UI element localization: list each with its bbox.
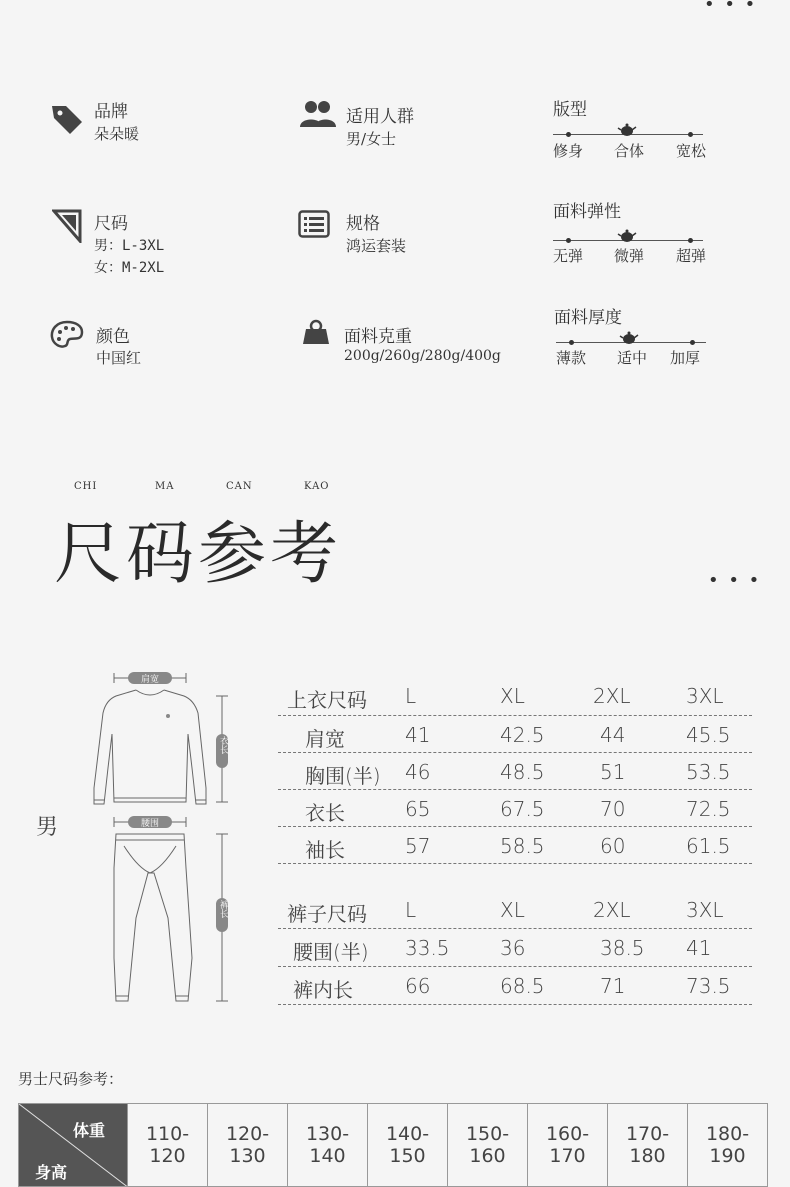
- top-table-value-cell: 61.5: [686, 834, 731, 858]
- diagram-shoulder-label: 肩宽: [140, 675, 159, 685]
- pants-table-header-cell: 2XL: [593, 898, 631, 922]
- top-table-value-cell: 72.5: [686, 797, 731, 821]
- top-table-header-cell: 2XL: [593, 684, 631, 708]
- palette-icon: [50, 320, 84, 350]
- pants-table-row-label: 裤内长: [293, 978, 353, 1002]
- fit-scale-label: 修身: [553, 142, 584, 160]
- row-divider: [278, 863, 752, 864]
- thickness-scale-dot: [690, 340, 695, 345]
- diagram-length-label: 衣长: [218, 736, 228, 754]
- top-table-header-cell: XL: [500, 684, 525, 708]
- ruler-triangle-icon: [52, 209, 82, 243]
- pants-table-row-label: 腰围(半): [293, 940, 369, 964]
- diagram-pants-length-label: 裤长: [218, 900, 228, 918]
- weight-range-cell: 110-120: [128, 1104, 208, 1187]
- weight-range-cell: 160-170: [528, 1104, 608, 1187]
- pants-table-value-cell: 33.5: [405, 936, 450, 960]
- pants-table-value-cell: 38.5: [600, 936, 645, 960]
- fit-scale-dot: [688, 132, 693, 137]
- fabric-weight-label: 面料克重: [344, 327, 412, 347]
- thickness-scale-label: 加厚: [670, 349, 701, 367]
- weight-range-cell: 180-190: [688, 1104, 768, 1187]
- thickness-scale-dot: [569, 340, 574, 345]
- corner-cell: [19, 1104, 128, 1187]
- elasticity-scale-label: 无弹: [553, 247, 584, 265]
- reference-table: [18, 1103, 768, 1187]
- top-table-value-cell: 51: [600, 760, 626, 784]
- pants-table-value-cell: 66: [405, 974, 431, 998]
- weight-range-cell: 130-140: [288, 1104, 368, 1187]
- fit-scale-label: 宽松: [676, 142, 707, 160]
- corner-weight-label: 体重: [73, 1121, 106, 1140]
- row-divider: [278, 1004, 752, 1005]
- spec-label: 规格: [346, 214, 380, 234]
- top-table-header-cell: L: [405, 684, 417, 708]
- top-table-value-cell: 41: [405, 723, 431, 747]
- thickness-scale-title: 面料厚度: [554, 308, 622, 328]
- top-table-value-cell: 48.5: [500, 760, 545, 784]
- top-table-header-cell: 上衣尺码: [287, 688, 367, 712]
- elasticity-scale-label: 超弹: [676, 247, 707, 265]
- size-value-men: 男：L-3XL: [94, 238, 165, 254]
- color-value: 中国红: [96, 349, 142, 367]
- spec-value: 鸿运套装: [346, 237, 407, 255]
- pinyin-can: CAN: [226, 481, 253, 492]
- row-divider: [278, 928, 752, 929]
- teapot-marker-icon: [617, 123, 637, 137]
- top-table-value-cell: 58.5: [500, 834, 545, 858]
- elasticity-scale-title: 面料弹性: [553, 202, 621, 222]
- fabric-weight-value: 200g/260g/280g/400g: [344, 348, 501, 364]
- tag-icon: [50, 104, 84, 136]
- top-table-value-cell: 65: [405, 797, 431, 821]
- weight-range-cell: 170-180: [608, 1104, 688, 1187]
- more-dots-top: • • •: [704, 0, 758, 15]
- pants-table-value-cell: 36: [500, 936, 526, 960]
- size-label: 尺码: [94, 214, 128, 234]
- top-table-value-cell: 46: [405, 760, 431, 784]
- row-divider: [278, 752, 752, 753]
- top-table-row-label: 胸围(半): [305, 764, 381, 788]
- pants-table-value-cell: 41: [686, 936, 712, 960]
- pinyin-kao: KAO: [304, 481, 330, 492]
- top-table-value-cell: 60: [600, 834, 626, 858]
- row-divider: [278, 826, 752, 827]
- diagram-waist-label: 腰围: [140, 819, 159, 829]
- size-value-women: 女：M-2XL: [94, 260, 165, 276]
- reference-title: 男士尺码参考：: [18, 1070, 124, 1088]
- fit-scale-dot: [566, 132, 571, 137]
- top-table-row-label: 衣长: [305, 801, 345, 825]
- top-table-row-label: 袖长: [305, 838, 345, 862]
- weight-icon: [302, 319, 330, 345]
- fit-scale-title: 版型: [553, 100, 587, 120]
- top-table-row-label: 肩宽: [305, 727, 345, 751]
- weight-range-cell: 150-160: [448, 1104, 528, 1187]
- pants-table-header-cell: 裤子尺码: [287, 902, 367, 926]
- top-table-value-cell: 44: [600, 723, 626, 747]
- pants-table-header-cell: XL: [500, 898, 525, 922]
- top-table-value-cell: 53.5: [686, 760, 731, 784]
- top-table-value-cell: 70: [600, 797, 626, 821]
- teapot-marker-icon: [617, 229, 637, 243]
- elasticity-scale-dot: [566, 238, 571, 243]
- pants-table-value-cell: 71: [600, 974, 626, 998]
- fit-scale-label: 合体: [614, 142, 645, 160]
- more-dots-section: • • •: [708, 570, 762, 591]
- pinyin-chi: CHI: [74, 481, 98, 492]
- people-icon: [299, 99, 337, 129]
- thickness-scale-label: 薄款: [556, 349, 587, 367]
- pinyin-ma: MA: [155, 481, 175, 492]
- top-table-value-cell: 45.5: [686, 723, 731, 747]
- pants-table-header-cell: L: [405, 898, 417, 922]
- weight-range-cell: 120-130: [208, 1104, 288, 1187]
- top-table-value-cell: 42.5: [500, 723, 545, 747]
- top-table-value-cell: 67.5: [500, 797, 545, 821]
- audience-label: 适用人群: [346, 107, 414, 127]
- brand-value: 朵朵暖: [94, 125, 140, 143]
- row-divider: [278, 966, 752, 967]
- list-icon: [298, 210, 330, 238]
- pants-table-value-cell: 68.5: [500, 974, 545, 998]
- row-divider: [278, 789, 752, 790]
- weight-range-cell: 140-150: [368, 1104, 448, 1187]
- teapot-marker-icon: [619, 331, 639, 345]
- pants-table-header-cell: 3XL: [686, 898, 724, 922]
- elasticity-scale-label: 微弹: [614, 247, 645, 265]
- gender-label: 男: [36, 815, 59, 840]
- thickness-scale-label: 适中: [617, 349, 648, 367]
- corner-height-label: 身高: [35, 1163, 68, 1182]
- audience-value: 男/女士: [346, 130, 397, 148]
- row-divider: [278, 715, 752, 716]
- top-table-value-cell: 57: [405, 834, 431, 858]
- elasticity-scale-dot: [688, 238, 693, 243]
- top-table-header-cell: 3XL: [686, 684, 724, 708]
- pants-table-value-cell: 73.5: [686, 974, 731, 998]
- color-label: 颜色: [96, 327, 130, 347]
- garment-diagram: [88, 668, 238, 1008]
- section-title: 尺码参考: [54, 515, 343, 594]
- brand-label: 品牌: [94, 102, 128, 122]
